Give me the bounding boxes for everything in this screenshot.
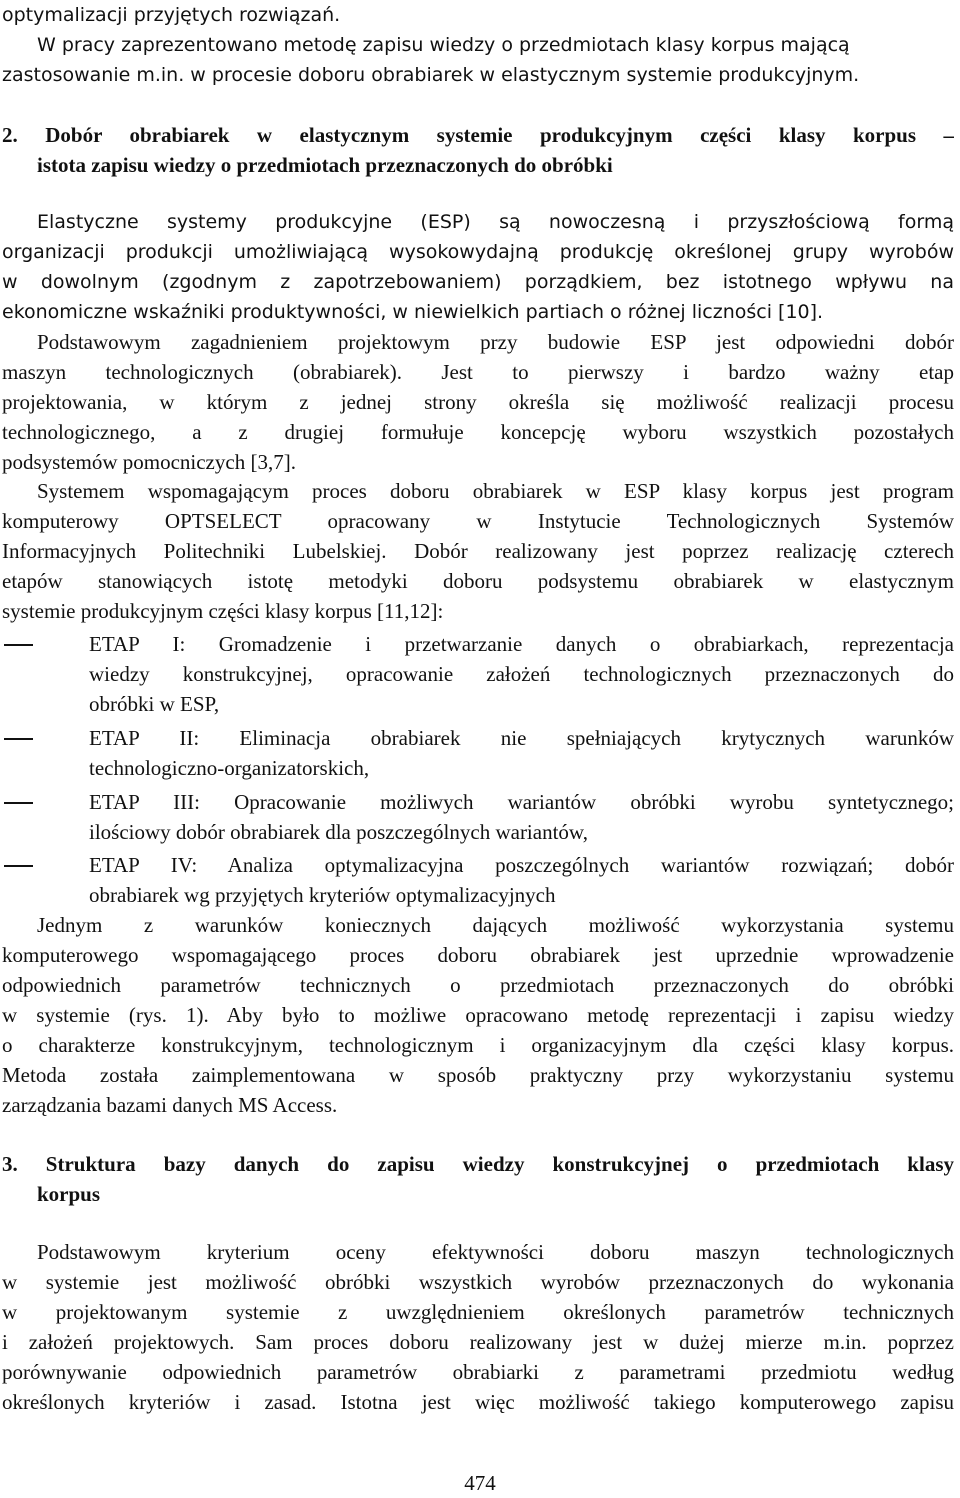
text-line: porównywanie odpowiednich parametrów obrabiarki z parametrami przedmiotu według <box>2 1360 954 1384</box>
section-2-paragraph-2 <box>2 327 954 477</box>
text-line: ETAP I: Gromadzenie i przetwarzanie danych o obrabiarkach, reprezentacja <box>89 632 954 656</box>
text-line: określonych kryteriów i zasad. Istotna jest więc możliwość takiego komputerowego zapisu <box>2 1390 954 1414</box>
text-line: odpowiednich parametrów technicznych o przedmiotach przeznaczonych do obróbki <box>2 973 954 997</box>
text-line: maszyn technologicznych (obrabiarek). Jest to pierwszy i bardzo ważny etap <box>2 360 954 384</box>
text-line: technologicznego, a z drugiej formułuje koncepcję wyboru wszystkich pozostałych <box>2 420 954 444</box>
text-line: w systemie (rys. 1). Aby było to możliwe opracowano metodę reprezentacji i zapisu wiedzy <box>2 1003 954 1027</box>
section-2-paragraph-1 <box>2 207 954 327</box>
text-line: Podstawowym zagadnieniem projektowym przy budowie ESP jest odpowiedni dobór <box>37 330 954 354</box>
section-2-paragraph-3 <box>2 476 954 626</box>
section-2-paragraph-4 <box>2 910 954 1120</box>
text-line: systemie produkcyjnym części klasy korpus [11,12]: <box>2 599 444 623</box>
list-item <box>2 723 954 783</box>
heading-line: 2. Dobór obrabiarek w elastycznym systemie produkcyjnym części klasy korpus – <box>2 123 954 147</box>
dash-bullet-icon <box>4 802 33 804</box>
list-item <box>2 850 954 910</box>
text-line: W pracy zaprezentowano metodę zapisu wiedzy o przedmiotach klasy korpus mającą <box>37 34 850 56</box>
text-line: Elastyczne systemy produkcyjne (ESP) są nowoczesną i przyszłościową formą <box>37 211 954 233</box>
text-line: ETAP IV: Analiza optymalizacyjna poszczególnych wariantów rozwiązań; dobór <box>89 853 954 877</box>
page-number: 474 <box>464 1471 496 1495</box>
text-line: Informacyjnych Politechniki Lubelskiej. Dobór realizowany jest poprzez realizację czterech <box>2 539 954 563</box>
text-line: i założeń projektowych. Sam proces doboru realizowany jest w dużej mierze m.in. poprzez <box>2 1330 954 1354</box>
dash-bullet-icon <box>4 738 33 740</box>
text-line: ekonomiczne wskaźniki produktywności, w niewielkich partiach o różnej liczności [10]. <box>2 301 824 323</box>
text-line: optymalizacji przyjętych rozwiązań. <box>2 4 341 26</box>
section-3-heading <box>2 1149 954 1209</box>
text-line: Podstawowym kryterium oceny efektywności doboru maszyn technologicznych <box>37 1240 954 1264</box>
text-line: obróbki w ESP, <box>89 692 220 716</box>
list-item <box>2 629 954 719</box>
text-line: zastosowanie m.in. w procesie doboru obrabiarek w elastycznym systemie produkcyjnym. <box>2 64 860 86</box>
text-line: w dowolnym (zgodnym z zapotrzebowaniem) porządkiem, bez istotnego wpływu na <box>2 271 954 293</box>
text-line: w systemie jest możliwość obróbki wszystkich wyrobów przeznaczonych do wykonania <box>2 1270 954 1294</box>
text-line: Metoda została zaimplementowana w sposób praktyczny przy wykorzystaniu systemu <box>2 1063 954 1087</box>
text-line: w projektowanym systemie z uwzględnieniem określonych parametrów technicznych <box>2 1300 954 1324</box>
text-line: etapów stanowiących istotę metodyki doboru podsystemu obrabiarek w elastycznym <box>2 569 954 593</box>
text-line: ETAP II: Eliminacja obrabiarek nie spełniających krytycznych warunków <box>89 726 954 750</box>
text-line: obrabiarek wg przyjętych kryteriów optymalizacyjnych <box>89 883 556 907</box>
text-line: ilościowy dobór obrabiarek dla poszczególnych wariantów, <box>89 820 588 844</box>
text-line: podsystemów pomocniczych [3,7]. <box>2 450 296 474</box>
intro-paragraph <box>2 0 954 90</box>
text-line: technologiczno-organizatorskich, <box>89 756 370 780</box>
text-line: zarządzania bazami danych MS Access. <box>2 1093 338 1117</box>
dash-bullet-icon <box>4 865 33 867</box>
dash-bullet-icon <box>4 644 33 646</box>
text-line: projektowania, w którym z jednej strony określa się możliwość realizacji procesu <box>2 390 954 414</box>
text-line: komputerowego wspomagającego proces doboru obrabiarek jest uprzednie wprowadzenie <box>2 943 954 967</box>
heading-line: korpus <box>37 1182 101 1206</box>
text-line: komputerowy OPTSELECT opracowany w Instytucie Technologicznych Systemów <box>2 509 954 533</box>
list-item <box>2 787 954 847</box>
section-3-paragraph-1 <box>2 1237 954 1417</box>
text-line: ETAP III: Opracowanie możliwych wariantów obróbki wyrobu syntetycznego; <box>89 790 954 814</box>
text-line: organizacji produkcji umożliwiającą wysokowydajną produkcję określonej grupy wyrobów <box>2 241 954 263</box>
text-line: Jednym z warunków koniecznych dających możliwość wykorzystania systemu <box>37 913 954 937</box>
text-line: Systemem wspomagającym proces doboru obrabiarek w ESP klasy korpus jest program <box>37 479 954 503</box>
heading-line: istota zapisu wiedzy o przedmiotach przeznaczonych do obróbki <box>37 153 613 177</box>
text-line: o charakterze konstrukcyjnym, technologicznym i organizacyjnym dla części klasy korpus. <box>2 1033 954 1057</box>
text-line: wiedzy konstrukcyjnej, opracowanie założeń technologicznych przeznaczonych do <box>89 662 954 686</box>
heading-line: 3. Struktura bazy danych do zapisu wiedzy konstrukcyjnej o przedmiotach klasy <box>2 1152 954 1176</box>
section-2-heading <box>2 120 954 180</box>
